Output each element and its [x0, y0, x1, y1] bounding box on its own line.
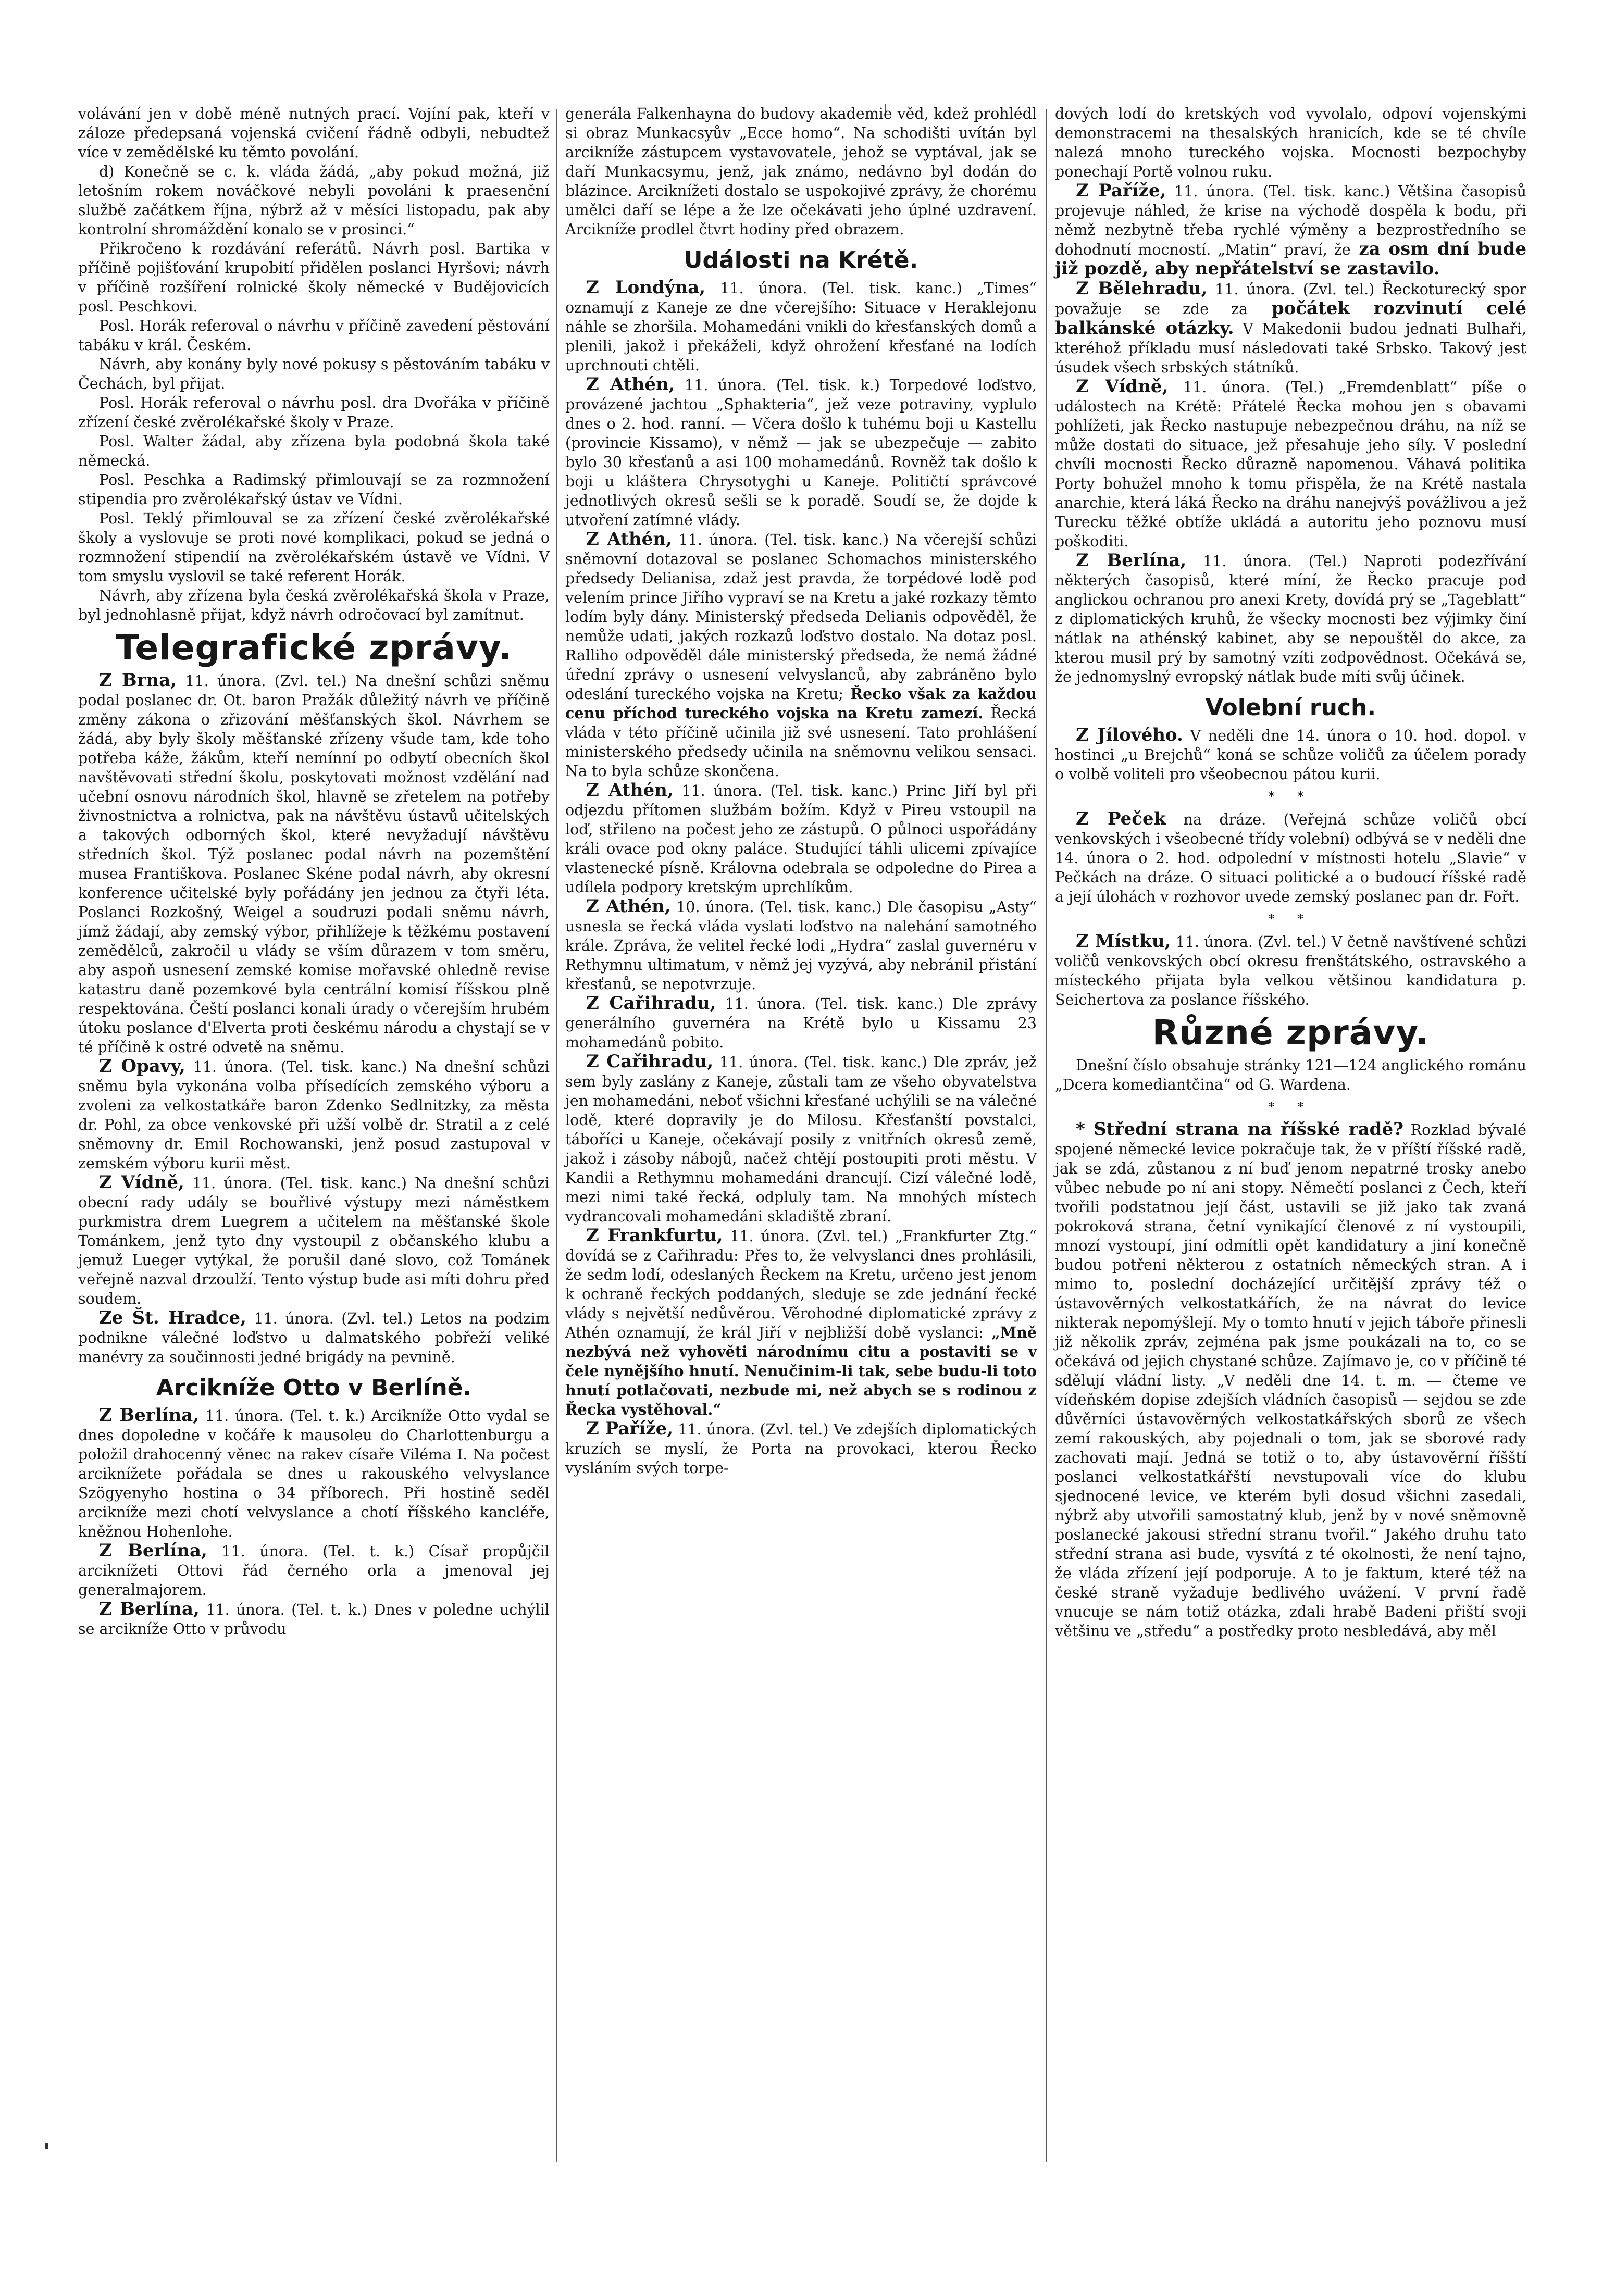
dispatch-text: 11. února. (Tel. tisk. kanc.) Na dnešní schůzi sněmu byla vykonána volba přísedících zemského výboru a zvoleni za velkostatkáře baron Zdenko Sedlnitzky, za města dr. Pohl, za obce venkovské při užší volbě dr. Stratil a z celé sněmovny dr. Emil Rochowanski, jenž posud zastupoval v zemském výboru kurii měst. — [78, 1058, 550, 1172]
dispatch-text: 11. února. (Tel. tisk. kanc.) Většina časopisů projevuje náhled, že krise na východě dospěla k bodu, při němž nezbytně třeba rychlé výměny a bezprostředního se dohodnutí mocností. „Matin“ praví, že — [1055, 183, 1527, 258]
dispatch-pariz-1 — [565, 1419, 1037, 1478]
dispatch-viden-2 — [1055, 377, 1526, 551]
section-heading-volebni: Volební ruch. — [1205, 694, 1376, 721]
dateline-place: Z Brna, — [99, 670, 177, 691]
notice-jilove — [1055, 726, 1526, 784]
dispatch-athen-2 — [565, 530, 1037, 781]
dispatch-belehrad — [1055, 279, 1526, 377]
dispatch-text: 11. února. (Tel. t. k.) Arcikníže Otto vydal se dnes dopoledne v kočáře k mausoleu do Charlottenburgu a položil drahocenný věnec na rakev císaře Viléma I. Na počest arciknížete pořádala se dnes u rakouského velvyslance Szögyenyho hostina o 34 příborech. Při hostině seděl arcikníže mezi chotí velvyslance a chotí říšského kancléře, kněžnou Hohenlohe. — [78, 1407, 550, 1540]
newspaper-page — [78, 104, 1599, 2188]
dispatch-berlin-4 — [1055, 551, 1526, 687]
dateline-place: Z Cařihradu, — [586, 993, 716, 1014]
dispatch-hradec — [78, 1308, 550, 1367]
dateline-place: Z Paříže, — [1076, 180, 1166, 201]
dateline-place: Z Athén, — [586, 780, 674, 801]
dateline-place: Z Vídně, — [1076, 376, 1169, 397]
dispatch-text: 11. února. (Zvl. tel.) Na dnešní schůzi sněmu podal poslanec dr. Ot. baron Pražák důležitý návrh ve příčině změny zákona o zřizování měšťanských škol. Návrhem se žádá, aby byly školy měšťanské zřízeny všude tam, kde toho potřeba káže, žákům, kteří nemínní po odbytí obecních škol navštěvovati střední školu, poskytovati možnost vzdělání nad učební osnovu národních škol, hlavně se zřetelem na potřeby živnostnictva a rolnictva, pak na návštěvu ústavů učitelských a takových odborných škol, které nevyžadují návštěvu středních škol. Týž poslanec podal návrh na pozemštění musea Františkova. Poslanec Skéne podal návrh, aby okresní konference učitelské byly pořádány jen jednou za čtyři léta. Poslanci Rozkošný, Weigel a soudruzi podali sněmu návrh, jímž žádají, aby zemský výbor, přihlížeje k těžkému postavení zemědělců, zakročil u vlády se vším důrazem v tom směru, aby aspoň usnesení zemské komise mořavské ohledně revise katastru daně pozemkové byla centrální komisí říšskou plně respektována. Čeští poslanci konali úrady o včerejším hrubém útoku poslance d'Elverta proti českému národu a chystají se v té příčině k ostré odvetě na sněmu. — [78, 672, 550, 1056]
paragraph: Posl. Peschka a Radimský přimlouvají se za rozmnožení stipendia pro zvěrolékařský ústav ve Vídni. — [78, 471, 550, 508]
dateline-place: Z Paříže, — [586, 1418, 674, 1439]
dispatch-berlin-2 — [78, 1541, 550, 1600]
dispatch-athen-4 — [565, 897, 1037, 994]
dispatch-berlin-3 — [78, 1600, 550, 1639]
margin-speck — [45, 2143, 48, 2149]
dispatch-athen-3 — [565, 781, 1037, 897]
paragraph: Posl. Walter žádal, aby zřízena byla podobná škola také německá. — [78, 433, 550, 469]
section-heading-telegraf: Telegrafické zprávy. — [116, 628, 512, 668]
paragraph: Posl. Horák referoval o návrhu v příčině zavedení pěstování tabáku v král. Českém. — [78, 317, 550, 354]
dateline-place: Ze Št. Hradce, — [99, 1307, 247, 1328]
dispatch-carihrad-2 — [565, 1052, 1037, 1226]
dateline-place: Z Berlína, — [99, 1405, 200, 1426]
section-heading-otto: Arcikníže Otto v Berlíně. — [156, 1375, 472, 1401]
paragraph: dových lodí do kretských vod vyvolalo, odpoví vojenskými demonstracemi na thesalských hranicích, kde se té chvíle nalezá mnoho tureckého vojska. Mocnosti bezpochyby ponechají Portě volnou ruku. — [1055, 105, 1526, 180]
dateline-place: Z Athén, — [586, 374, 675, 395]
section-heading-ruzne: Různé zprávy. — [1152, 1013, 1430, 1053]
dispatch-text: 11. února. (Tel. tisk. kanc.) Princ Jiří byl při odjezdu přítomen službám božím. Když v Pireu vstoupil na loď, střileno na počest jeho ze zástupů. O půlnoci uspořádány králi ovace pod okny paláce. Studující táhli ulicemi zpívajíce vlastenecké písně. Královna odebrala se odpoledne do Pirea a udílela podpory kretským uprchlíkům. — [565, 782, 1037, 896]
emphasis-text: Řecko však za každou cenu příchod tureckého vojska na Kretu zamezí. — [565, 685, 1037, 722]
dispatch-text: 11. února. (Tel. tisk. kanc.) Na včerejší schůzi sněmovní dotazoval se poslanec Schomachos ministerského předsedy Delianisa, zdaž jest pravda, že torpédové lodě pod velením prince Jiřího vypraví se na Kretu a jaké rozkazy těmto lodím byly dány. Ministerský předseda Delianis odpověděl, že nemůže udati, jakých rozkazů loďstvo dostalo. Na dotaz posl. Ralliho odpověděl dále ministerský předseda, že nemá žádné úřední zprávy o usnesení velvyslanců, aby zabráněno bylo odeslání tureckého vojska na Kretu; — [565, 531, 1037, 703]
dispatch-pariz-2 — [1055, 181, 1526, 279]
dateline-place: Z Londýna, — [586, 277, 706, 298]
dateline-place: Z Athén, — [586, 529, 672, 550]
emphasis-text: za osm dní bude již pozdě, aby nepřátelství se zastavilo. — [1055, 239, 1526, 279]
dateline-place: Z Opavy, — [99, 1056, 185, 1077]
dateline-place: Z Cařihradu, — [586, 1051, 714, 1072]
column-1 — [78, 104, 550, 1639]
dateline-place: Z Vídně, — [99, 1172, 184, 1193]
paragraph: Návrh, aby konány byly nové pokusy s pěstováním tabáku v Čechách, byl přijat. — [78, 356, 550, 392]
paragraph: generála Falkenhayna do budovy akademie věd, kdež prohlédl si obraz Munkacsyův „Ecce homo“. Na schodišti uvítán byl arcikníže zástupcem vystavovatele, jehož se vyptával, jak se daří Munkacsymu, jenž, jak známo, nedávno byl dodán do blázince. Arciknížeti dostalo se uspokojivé zprávy, že chorému umělci daří se lépe a že lze očekávati jeho úplné uzdravení. Arcikníže prodlel čtvrt hodiny před obrazem. — [565, 105, 1037, 238]
column-2 — [565, 104, 1037, 1478]
separator-stars: * * — [1268, 789, 1313, 804]
dispatch-opava — [78, 1057, 550, 1173]
dispatch-text: V Makedonii budou jednati Bulhaři, kteréhož příkladu musí následovati také Srbsko. Takový jest úsudek všech srbských státníků. — [1055, 320, 1527, 376]
notice-text: V neděli dne 14. února o 10. hod. dopol. v hostinci „u Brejchů“ koná se schůze voličů za účelem porady o volbě voliteli pro všeobecnou pátou kurii. — [1055, 727, 1527, 783]
article-stredni-strana — [1055, 1120, 1526, 1641]
dispatch-text: 11. února. (Tel. tisk. kanc.) „Times“ oznamují z Kaneje ze dne včerejšího: Situace v Heraklejonu náhle se zhoršila. Mohamedáni vnikli do křesťanských domů a plenili, jakož i překáželi, když ohrožení křesťané na lodích uprchnouti chtěli. — [565, 280, 1037, 374]
dateline-place: Z Berlína, — [1076, 550, 1187, 571]
separator-stars: * * — [1268, 1100, 1313, 1114]
dispatch-text: 11. února. (Tel. t. k.) Dnes v poledne uchýlil se arcikníže Otto v průvodu — [78, 1601, 550, 1638]
dispatch-carihrad-1 — [565, 994, 1037, 1052]
paragraph: Přikročeno k rozdávání referátů. Návrh posl. Bartika v příčině pojišťování krupobití přidělen poslanci Hyršovi; návrh v příčině rozšíření rolnické školy německé v Budějovicích posl. Peschkovi. — [78, 240, 550, 315]
dispatch-viden — [78, 1173, 550, 1308]
notice-text: na dráze. (Veřejná schůze voličů obcí venkovských i všeobecné třídy volební) odbývá se v neděli dne 14. února o 2. hod. odpolední v místnosti hotelu „Slavie“ v Pečkách na dráze. O situaci politické a o budoucí říšské radě a její úlohách v rozhovor uvede zemský poslanec pan dr. Fořt. — [1055, 811, 1526, 905]
dispatch-text: 11. února. (Zvl. tel.) „Frankfurter Ztg.“ dovídá se z Cařihradu: Přes to, že velvyslanci dnes prohlásili, že sedm lodí, odeslaných Řeckem na Kretu, určeno jest jenom k ochraně řeckých poddaných, sleduje se zde jednání řecké vlády s největší nedůvěrou. Věrohodné diplomatické zprávy z Athén oznamují, že král Jiří v nejbližší době vyslanci: — [565, 1228, 1037, 1341]
dateline-place: Z Bělehradu, — [1076, 278, 1208, 299]
emphasis-text: počátek rozvinutí celé balkánské otázky. — [1055, 298, 1526, 339]
paragraph: volávání jen v době méně nutných prací. Vojíní pak, kteří v záloze předepsaná vojenská cvičení řádně odbyli, nebudtež více v zemědělské ku těmto povolání. — [78, 105, 550, 161]
notice-text: 11. února. (Zvl. tel.) V četně navštívené schůzi voličů venkovských obcí okresu frenštátského, ostravského a místeckého přijata byla velkou většinou kandidatura p. Seichertova za poslance říšského. — [1055, 933, 1527, 1008]
column-3 — [1055, 104, 1526, 1641]
dispatch-londyn — [565, 278, 1037, 375]
section-heading-krete: Události na Krétě. — [684, 247, 918, 273]
column-rule-2 — [1046, 109, 1047, 2162]
dispatch-text: 11. února. (Tel. t. k.) Císař propůjčil arciknížeti Ottovi řád černého orla a jmenoval jej generalmajorem. — [78, 1543, 550, 1599]
dateline-place: Z Místku, — [1076, 931, 1171, 952]
dispatch-brno — [78, 671, 550, 1057]
dispatch-athen-1 — [565, 375, 1037, 530]
article-text: Rozklad bývalé spojené německé levice pokračuje tak, že v příští říšské radě, jak se zdá, zůstanou z ní buď jenom nepatrné trosky anebo vůbec nebude po ní ani stopy. Němečtí poslanci z Čech, kteří tvořili podstatnou její část, ustavili se již jako tak zvaná pokroková strana, četní vynikající členové z ní vystoupili, mnozí vystoupí, jiní odmítli opět kandidatury a jiní konečně budou potřeni některou z ostatních německých stran. A i mimo to, poslední docházející určitější zprávy též o ústavověrných velkostatkářích, že na návrat do levice nikterak nepomýšlejí. My o tomto hnutí v jejich táboře přinesli již několik zpráv, zejména pak jsme poukázali na to, co se očekává od jejich chystané schůze. Zajímavo je, co v příčině té sdělují vládní listy. „V neděli dne 14. t. m. — čteme ve vídeňském dopise zdejších vládních časopisů — sejdou se zde důvěrníci ústavověrných velkostatkářských sborů ze všech zemí rakouských, aby pojednali o tom, jak se sborové rady zachovati mají. Jedná se totiž o to, aby ústavověrní říšští poslanci velkostatkářští nevstupovali více do klubu sjednocené levice, ve kterém byli dosud všichni zasedali, nýbrž aby utvořili samostatný klub, jenž by v nové sněmovně poslanecké jakousi střední stranu tvořil.“ Jakého druhu tato střední strana asi bude, vysvítá z té okolnosti, že není tajno, že vláda zřízení její podporuje. A to je faktum, které též na české straně vyžaduje bedlivého uvážení. V první řadě vnucuje se nám totiž otázka, zdali hrabě Badeni přiští svoji většinu ve „středu“ a postředky proto nesbledává, aby měl — [1055, 1121, 1526, 1640]
paragraph: Posl. Horák referoval o návrhu posl. dra Dvořáka v příčině zřízení české zvěrolékařské školy v Praze. — [78, 394, 550, 431]
dateline-place: Z Frankfurtu, — [586, 1225, 723, 1246]
dispatch-text: 11. února. (Tel. tisk. k.) Torpedové loďstvo, provázené jachtou „Sphakteria“, jež veze potraviny, vyplulo dnes o 2. hod. ranní. — Včera došlo k tuhému boji u Kastellu (provincie Kissamo), v němž — jak se ubezpečuje — zabito bylo 30 křesťanů a asi 100 mohamedánů. Rovněž tak došlo k boji u kláštera Chrysotyghi u Kaneje. Političtí správcové jednotlivých okresů sešli se k poradě. Soudí se, že dojde k utvoření zatímné vlády. — [565, 377, 1037, 529]
dispatch-berlin-1 — [78, 1406, 550, 1541]
dispatch-text: 11. února. (Zvl. tel.) Letos na podzim podnikne válečné loďstvo u dalmatského pobřeží veliké manévry za součinnosti jedné brigády na pevnině. — [78, 1310, 550, 1366]
dispatch-text: 11. února. (Tel. tisk. kanc.) Na dnešní schůzi obecní rady udály se bouřlivé výstupy mezi náměstkem purkmistra drem Luegrem a učitelem na měšťanské škole Tománkem, jenž tyto dny vystoupil z občanského klubu a jemuž Lueger vytýkal, že porušil dané slovo, což Tománek veřejně nazval drzoulží. Tento výstup bude asi míti dohru před soudem. — [78, 1175, 550, 1307]
column-rule-1 — [556, 109, 557, 2162]
dispatch-text: 11. února. (Tel. tisk. kanc.) Dle zprávy generálního guvernéra na Krétě bylo u Kissamu 23 mohamedánů pobito. — [565, 995, 1037, 1051]
dispatch-text: 10. února. (Tel. tisk. kanc.) Dle časopisu „Asty“ usnesla se řecká vláda vyslati loďstvo na nalehání samotného krále. Zpráva, že velitel řecké lodi „Hydra“ zaslal guvernéru v Rethymnu ultimatum, v němž jej vyzývá, aby nebránil přistání křesťanů, se nepotvrzuje. — [565, 899, 1037, 993]
dispatch-text: 11. února. (Zvl. tel.) Ve zdejších diplomatických kruzích se myslí, že Porta na provokaci, kterou Řecko vysláním svých torpe- — [565, 1421, 1037, 1477]
dispatch-text: 11. února. (Tel.) „Fremdenblatt“ píše o událostech na Krétě: Přátelé Řecka mohou jen s obavami pohlížeti, jak Řecko nastupuje nebezpečnou dráhu, na níž se může dostati do situace, jež přesahuje jeho síly. V poslední chvíli mocnosti Řecko důrazně napomenou. Váhavá politika Porty bohužel mnoho k tomu přispěla, že na Krétě nastala anarchie, která láká Řecko na dráhu nanejvýš povážlivou a jež Turecku těžké obtíže ukládá a autoritu jeho poznovu musí poškoditi. — [1055, 379, 1526, 550]
paragraph: d) Konečně se c. k. vláda žádá, „aby pokud možná, již letošním rokem nováčkové nebyli povoláni k praesenční službě začátkem října, nýbrž až v měsíci listopadu, pak aby kontrolní shromáždění konalo se v prosinci.“ — [78, 163, 550, 238]
dateline-place: Z Athén, — [586, 896, 671, 917]
dispatch-frankfurt — [565, 1226, 1037, 1419]
dateline-place: Z Berlína, — [99, 1599, 200, 1619]
dateline-place: Z Peček — [1076, 808, 1166, 829]
dispatch-text: 11. února. (Zvl. tel.) Řeckoturecký spor považuje se zde za — [1055, 281, 1526, 318]
emphasis-text: „Mně nezbývá než vyhověti národnímu citu a postaviti se v čele nynějšího hnutí. Nenučinim-li tak, sebe budu-li toto hnutí potlačovati, nezbude mi, než abych se s rodinou z Řecka vystěhoval.“ — [565, 1324, 1037, 1418]
paragraph: Návrh, aby zřízena byla česká zvěrolékařská škola v Praze, byl jednohlasně přijat, když návrh odročovací byl zamítnut. — [78, 587, 550, 623]
dispatch-text: 11. února. (Tel.) Naproti podezřívání některých časopisů, které míní, že Řecko pracuje pod anglickou ochranou pro anexi Krety, dovídá prý se „Tageblatt“ z diplomatických kruhů, že všecky mocnosti bez výjimky činí nátlak na athénský kabinet, aby se nepouštěl do akce, za kterou musil prý by samotný vzíti zodpovědnost. Očekává se, že jednomyslný evropský nátlak bude míti svůj účinek. — [1055, 553, 1527, 685]
dateline-place: Z Berlína, — [99, 1540, 207, 1561]
notice-pecek — [1055, 809, 1526, 906]
separator-stars: * * — [1268, 912, 1313, 926]
paragraph: Posl. Teklý přimlouval se za zřízení české zvěrolékařské školy a vyslovuje se proti nové komplikaci, pokud se jedná o rozmnožení stipendií na zvěrolékařském ústavě ve Vídni. V tom smyslu vyslovil se také referent Horák. — [78, 510, 550, 585]
article-title: * Střední strana na říšské radě? — [1076, 1119, 1404, 1140]
paragraph: Dnešní číslo obsahuje stránky 121—124 anglického románu „Dcera komediantčina“ od G. Wardena. — [1055, 1057, 1526, 1093]
notice-mistek — [1055, 932, 1526, 1009]
dispatch-text: Řecká vláda v této příčině učinila již své usnesení. Tato prohlášení ministerského předsedy učinila na sněmovnu velikou sensaci. Na to byla schůze skončena. — [565, 705, 1037, 780]
dispatch-text: 11. února. (Tel. tisk. kanc.) Dle zpráv, jež sem byly zaslány z Kaneje, zůstali tam ze všeho obyvatelstva jen mohamedáni, neboť všichni křesťané uchýlili se na válečné lodě, které dopravily je do Milosu. Křesťanští povstalci, táboříci u Kaneje, očekávají posily z vnitřních okresů země, jakož i zásoby nábojů, načež chtějí postoupiti proti městu. V Kandii a Rethymnu mohamedáni drancují. Cizí válečné lodě, mezi nimi také řecká, odpluly tam. Na mnohých místech vydrancovali mohamedáni skladiště zbraní. — [565, 1054, 1037, 1225]
dateline-place: Z Jílového. — [1076, 725, 1183, 745]
